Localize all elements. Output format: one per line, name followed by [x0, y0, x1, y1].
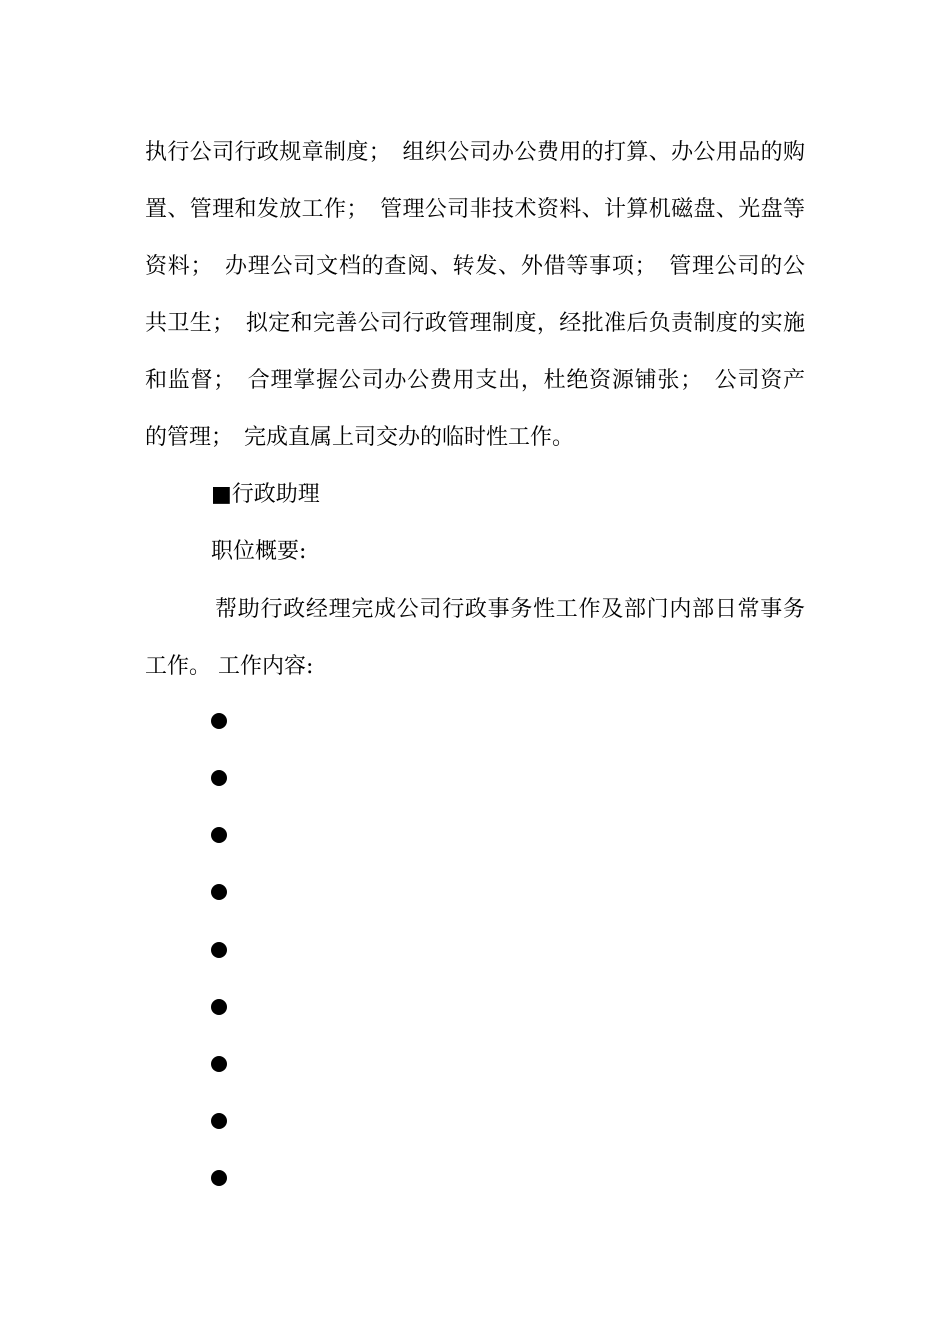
bullet-point: [211, 1113, 227, 1129]
bullet-point: [211, 884, 227, 900]
bullet-point: [211, 942, 227, 958]
bullet-point: [211, 999, 227, 1015]
paragraph-2-line-1: 帮助行政经理完成公司行政事务性工作及部门内部日常事务: [215, 597, 805, 622]
paragraph-1-line-2: 置、管理和发放工作； 管理公司非技术资料、计算机磁盘、光盘等: [145, 197, 805, 222]
paragraph-1-line-1: 执行公司行政规章制度； 组织公司办公费用的打算、办公用品的购: [145, 140, 805, 165]
paragraph-1-line-5: 和监督； 合理掌握公司办公费用支出，杜绝资源铺张； 公司资产: [145, 368, 805, 393]
section-title: ■行政助理: [211, 482, 320, 507]
paragraph-2-line-2: 工作。 工作内容:: [145, 654, 314, 679]
paragraph-1-line-4: 共卫生； 拟定和完善公司行政管理制度，经批准后负责制度的实施: [145, 311, 805, 336]
summary-label: 职位概要:: [211, 539, 307, 564]
bullet-point: [211, 827, 227, 843]
paragraph-1-line-6: 的管理； 完成直属上司交办的临时性工作。: [145, 425, 575, 450]
bullet-point: [211, 1056, 227, 1072]
bullet-point: [211, 770, 227, 786]
bullet-point: [211, 1170, 227, 1186]
bullet-point: [211, 713, 227, 729]
paragraph-1-line-3: 资料； 办理公司文档的查阅、转发、外借等事项； 管理公司的公: [145, 254, 805, 279]
